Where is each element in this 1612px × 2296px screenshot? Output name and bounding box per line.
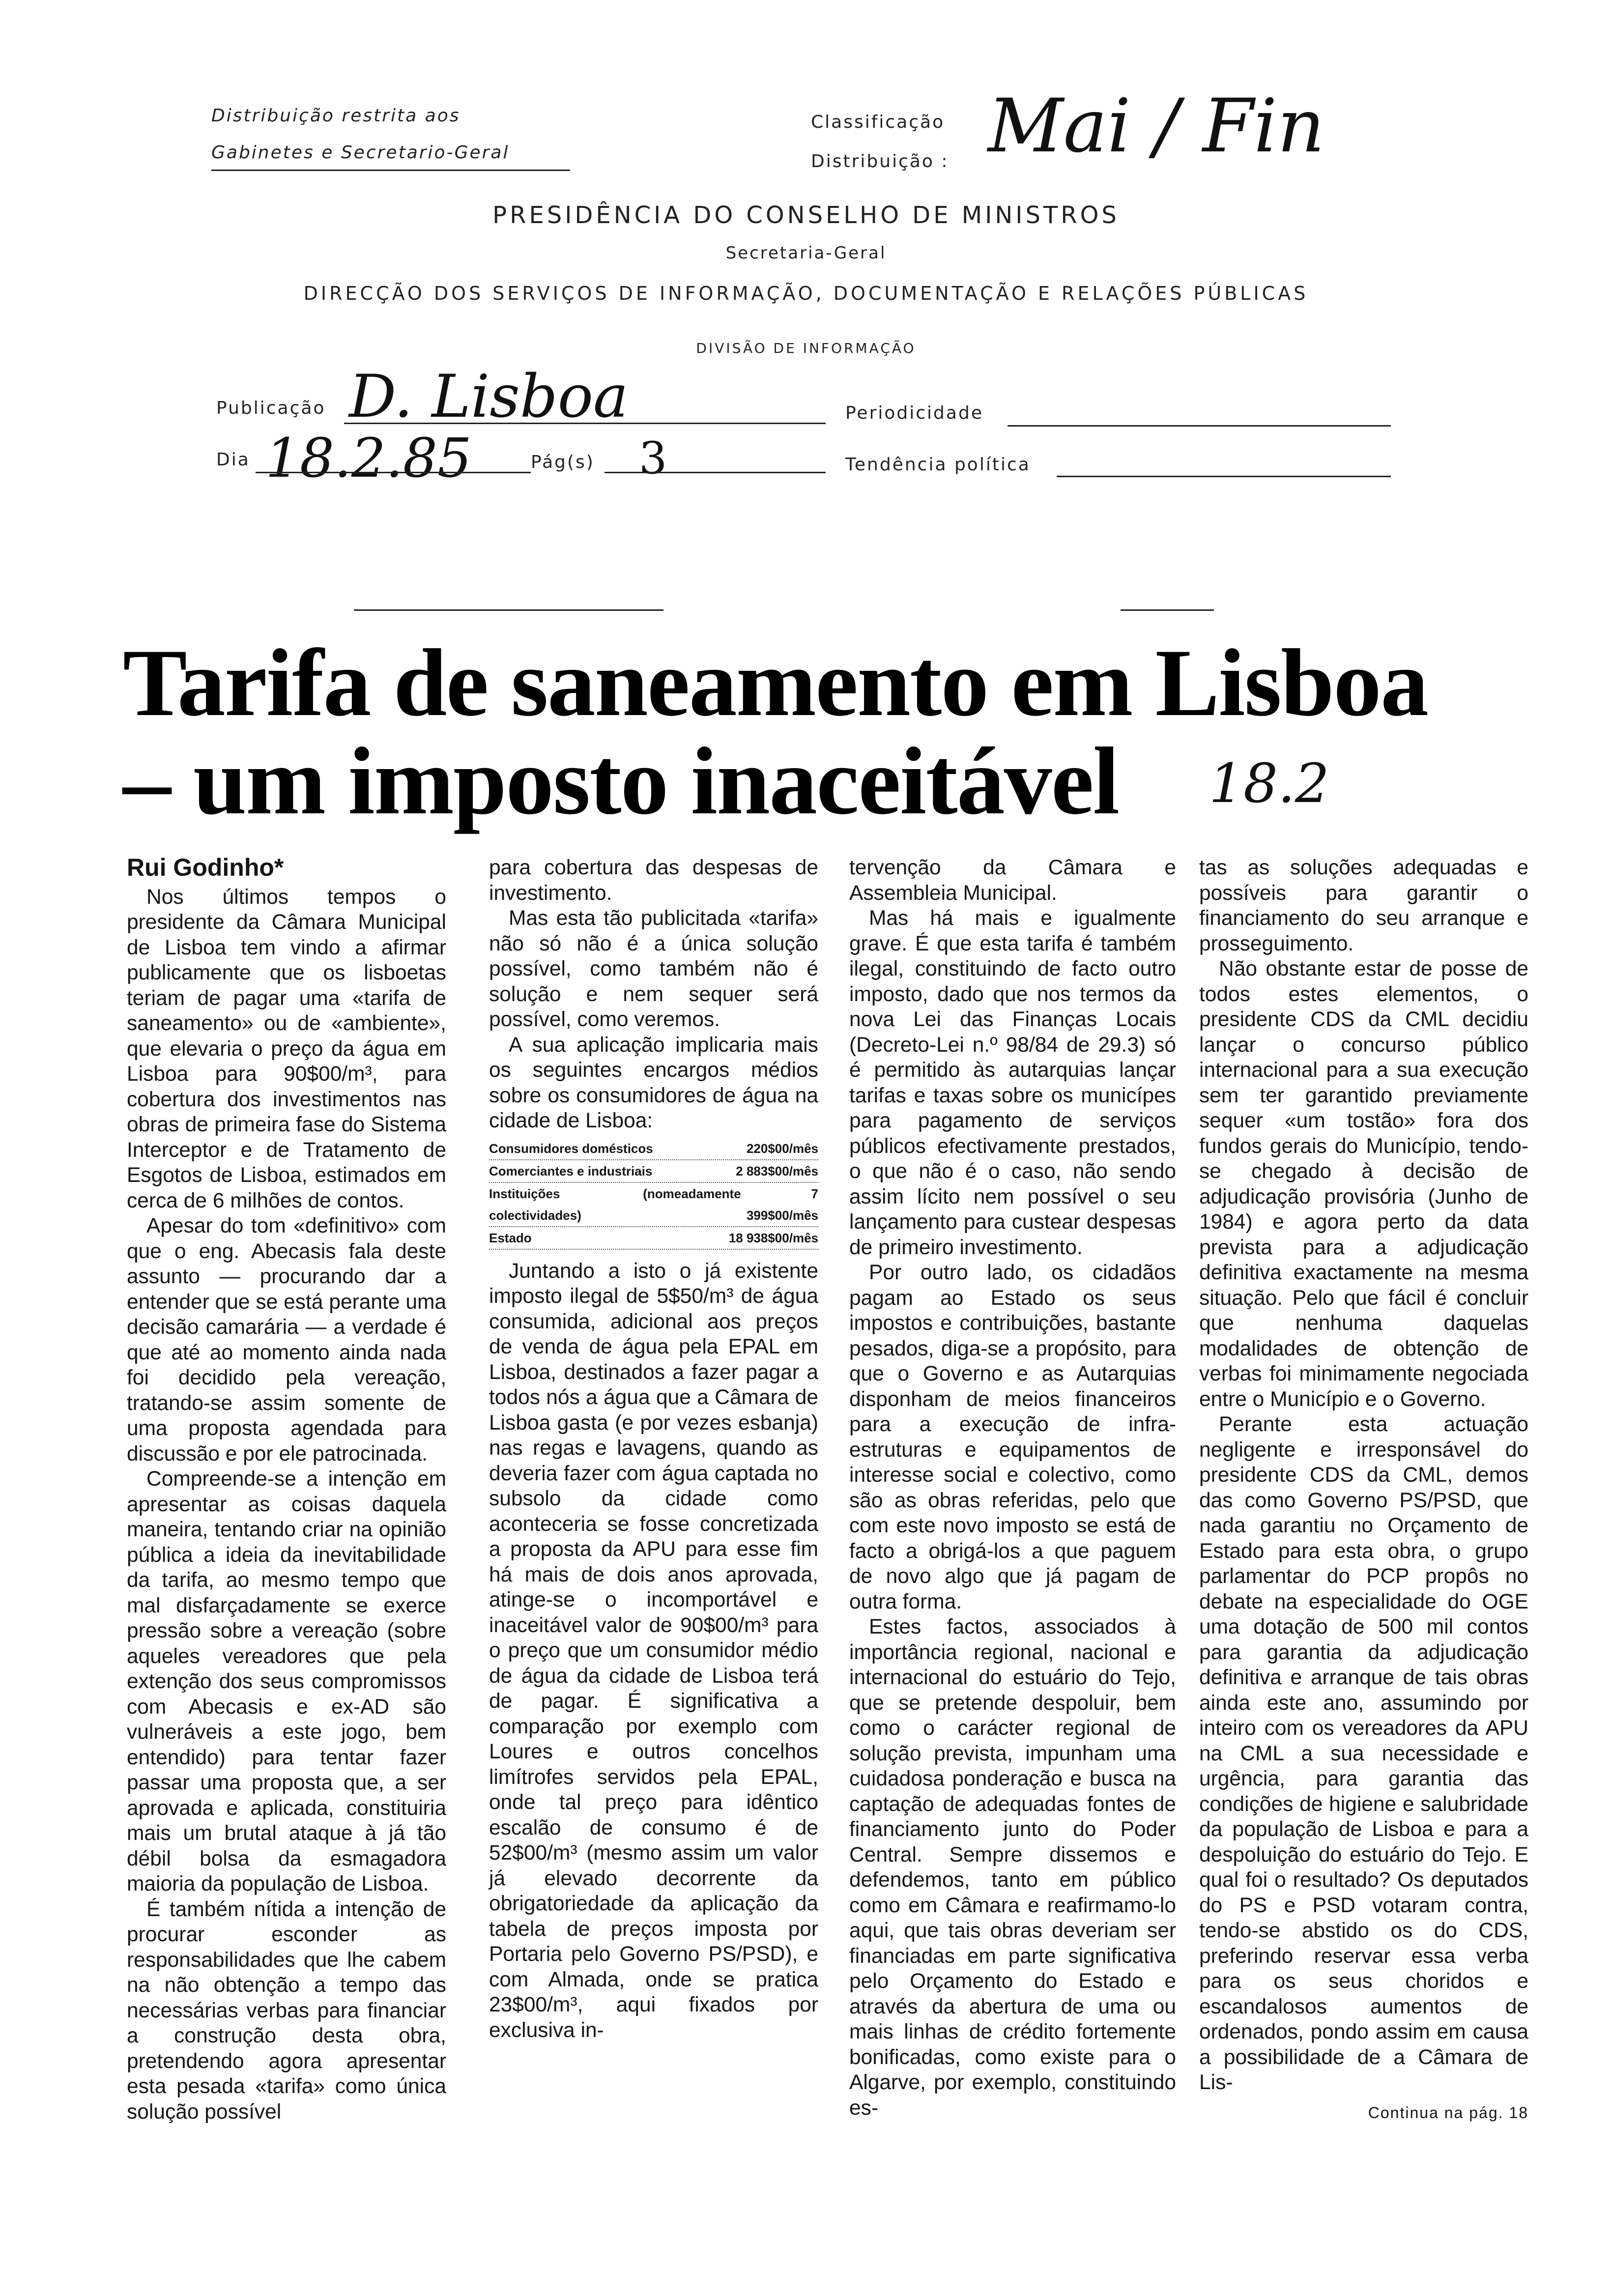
tariff-label: Consumidores domésticos bbox=[489, 1141, 653, 1156]
tariff-row bbox=[489, 1227, 818, 1250]
tariff-row bbox=[489, 1183, 818, 1227]
tariff-label: Comerciantes e industriais bbox=[489, 1163, 653, 1178]
day-value: 18.2.85 bbox=[265, 427, 472, 489]
article-column-4 bbox=[1199, 855, 1528, 2125]
headline-line-1: Tarifa de saneamento em Lisboa bbox=[123, 630, 1428, 736]
paragraph: Estes factos, associados à importância regional, nacional e internacional do estuário do Tejo, que se pretende despoluir, bem como o carácter regional de solução prevista, impunham uma cuidadosa ponderação e busca na captação de adequadas fontes de financiamento junto do Poder Central. Sempre dissemos e defendemos, tanto em público como em Câmara e reafirmamo-lo aqui, que tais obras deveriam ser financiadas em parte significativa pelo Orçamento do Estado e através da abertura de uma ou mais linhas de crédito fortemente bonificadas, como existe para o Algarve, por exemplo, constituindo es- bbox=[849, 1615, 1176, 2120]
paragraph: É também nítida a intenção de procurar esconder as responsabilidades que lhe cabem na não obtenção a tempo das necessárias verbas para financiar a construção desta obra, pretendendo agora apresentar esta pesada «tarifa» como única solução possível bbox=[127, 1897, 446, 2124]
secretariat-subtitle: Secretaria-Geral bbox=[725, 243, 887, 263]
tariff-value: 220$00/mês bbox=[746, 1141, 818, 1156]
paragraph: Perante esta actuação negligente e irresponsável do presidente CDS da CML, demos das como Governo PS/PSD, que nada garantiu no Orçamento de Estado para esta obra, o grupo parlamentar do PCP propôs no debate na especialidade do OGE uma dotação de 500 mil contos para garantia da adjudicação definitiva e arranque de tais obras ainda este ano, assumindo por inteiro com os vereadores da APU na CML a sua necessidade e urgência, para garantia das condições de higiene e salubridade da população de Lisboa e para a despoluição do estuário do Tejo. E qual foi o resultado? Os deputados do PS e PSD votaram contra, tendo-se abstido os do CDS, preferindo reservar essa verba para os seus choridos e escandalosos aumentos de ordenados, pondo assim em causa a possibilidade de a Câmara de Lis- bbox=[1199, 1413, 1528, 2094]
pages-value: 3 bbox=[639, 432, 667, 484]
distribution-note-line2: Gabinetes e Secretario-Geral bbox=[211, 143, 510, 163]
paragraph: A sua aplicação implicaria mais os seguintes encargos médios sobre os consumidores de água na cidade de Lisboa: bbox=[489, 1033, 818, 1132]
article-column-3 bbox=[849, 855, 1176, 2121]
handwritten-classification: Mai / Fin bbox=[988, 84, 1325, 169]
paragraph: para cobertura das despesas de investimento. bbox=[489, 856, 818, 905]
article-column-1 bbox=[127, 855, 446, 2124]
author-byline: Rui Godinho* bbox=[127, 854, 284, 881]
day-underline bbox=[256, 472, 531, 473]
tariff-value: 2 883$00/mês bbox=[736, 1163, 818, 1178]
top-rule-left bbox=[354, 609, 663, 611]
political-tendency-label: Tendência política bbox=[845, 455, 1031, 475]
distribution-label: Distribuição : bbox=[811, 151, 949, 172]
periodicity-underline bbox=[1008, 425, 1391, 427]
article-column-2 bbox=[489, 855, 818, 2043]
distribution-note-underline bbox=[211, 170, 570, 171]
paragraph: Apesar do tom «definitivo» com que o eng. Abecasis fala deste assunto — procurando dar a entender que se está perante uma decisão camarária — a verdade é que até ao momento ainda nada foi decidido pela vereação, tratando-se assim somente de uma proposta agendada para discussão e por ele patrocinada. bbox=[127, 1214, 446, 1465]
paragraph: Juntando a isto o já existente imposto ilegal de 5$50/m³ de água consumida, adicional aos preços de venda de água pela EPAL em Lisboa, destinados a fazer pagar a todos nós a água que a Câmara de Lisboa gasta (e por vezes esbanja) nas regas e lavagens, quando as deveria fazer com água captada no subsolo da cidade como aconteceria se fosse concretizada a proposta da APU para esse fim há mais de dois anos aprovada, atinge-se o incomportável e inaceitável valor de 90$00/m³ para o preço que um consumidor médio de água da cidade de Lisboa terá de pagar. É significativa a comparação por exemplo com Loures e outros concelhos limítrofes servidos pela EPAL, onde tal preço para idêntico escalão de consumo é de 52$00/m³ (mesmo assim um valor já elevado decorrente da obrigatoriedade da aplicação da tabela de preços imposta por Portaria pelo Governo PS/PSD), e com Almada, onde se pratica 23$00/m³, aqui fixados por exclusiva in- bbox=[489, 1259, 818, 2042]
pages-underline bbox=[604, 472, 826, 473]
tariff-value: 18 938$00/mês bbox=[728, 1230, 818, 1245]
paragraph: tas as soluções adequadas e possíveis para garantir o financiamento do seu arranque e prosseguimento. bbox=[1199, 856, 1528, 955]
paragraph: Mas há mais e igualmente grave. É que esta tarifa é também ilegal, constituindo de facto outro imposto, dado que nos termos da nova Lei das Finanças Locais (Decreto-Lei n.º 98/84 de 29.3) só é permitido às autarquias lançar tarifas e taxas sobre os municípes para pagamento de serviços públicos efectivamente prestados, o que não é o caso, não sendo assim lícito nem possível o seu lançamento para custear despesas de primeiro investimento. bbox=[849, 907, 1176, 1259]
paragraph: Nos últimos tempos o presidente da Câmara Municipal de Lisboa tem vindo a afirmar publicamente que os lisboetas teriam de pagar uma «tarifa de saneamento» ou de «ambiente», que elevaria o preço da água em Lisboa para 90$00/m³, para cobertura dos investimentos nas obras de primeira fase do Sistema Interceptor e de Tratamento de Esgotos de Lisboa, estimados em cerca de 6 milhões de contos. bbox=[127, 885, 446, 1212]
continuation-note: Continua na pág. 18 bbox=[1368, 2103, 1528, 2122]
headline-line-2: – um imposto inaceitável bbox=[123, 728, 1119, 834]
directorate-line: DIRECÇÃO DOS SERVIÇOS DE INFORMAÇÃO, DOCUMENTAÇÃO E RELAÇÕES PÚBLICAS bbox=[303, 283, 1309, 304]
top-rule-right bbox=[1121, 609, 1214, 611]
publication-value: D. Lisboa bbox=[349, 363, 629, 431]
handwritten-mark: 18.2 bbox=[1209, 752, 1329, 815]
paragraph: tervenção da Câmara e Assembleia Municipal. bbox=[849, 856, 1176, 905]
pages-label: Pág(s) bbox=[531, 452, 595, 472]
publication-underline bbox=[344, 423, 826, 424]
tariff-row bbox=[489, 1160, 818, 1183]
periodicity-label: Periodicidade bbox=[845, 403, 983, 423]
publication-label: Publicação bbox=[216, 398, 326, 418]
day-label: Dia bbox=[216, 450, 250, 470]
tariff-value: 7 399$00/mês bbox=[746, 1186, 818, 1223]
paragraph: Por outro lado, os cidadãos pagam ao Estado os seus impostos e contribuições, bastante pesados, diga-se a propósito, para que o Governo e as Autarquias disponham de meios financeiros para a execução de infra-estruturas e equipamentos de interesse social e colectivo, como são as obras referidas, pelo que com este novo imposto se está de facto a obrigá-los a que paguem de novo algo que já pagam de outra forma. bbox=[849, 1261, 1176, 1613]
paragraph: Não obstante estar de posse de todos estes elementos, o presidente CDS da CML decidiu lançar o concurso público internacional para a sua execução sem ter garantido previamente sequer «um tostão» fora dos fundos gerais do Município, tendo-se chegado à decisão de adjudicação provisória (Junho de 1984) e agora perto da data prevista para a adjudicação definitiva exactamente na mesma situação. Pelo que fácil é concluir que nenhuma daquelas modalidades de obtenção de verbas foi minimamente negociada entre o Município e o Governo. bbox=[1199, 957, 1528, 1411]
classification-label: Classificação bbox=[811, 112, 945, 132]
political-tendency-underline bbox=[1057, 476, 1391, 477]
division-line: DIVISÃO DE INFORMAÇÃO bbox=[696, 340, 916, 356]
tariff-label: Instituições (nomeadamente colectividades) bbox=[489, 1186, 741, 1223]
tariff-label: Estado bbox=[489, 1230, 532, 1245]
tariff-row bbox=[489, 1138, 818, 1160]
paragraph: Compreende-se a intenção em apresentar as coisas daquela maneira, tentando criar na opinião pública a ideia da inevitabilidade da tarifa, ao mesmo tempo que mal disfarçadamente se exerce pressão sobre a vereação (sobre aqueles vereadores que pela extenção dos seus compromissos com Abecasis e ex-AD são vulneráveis a este jogo, bem entendido) para tentar fazer passar uma proposta que, a ser aprovada e aplicada, constituiria mais um brutal ataque à já tão débil bolsa da esmagadora maioria da população de Lisboa. bbox=[127, 1467, 446, 1895]
distribution-note-line1: Distribuição restrita aos bbox=[211, 106, 461, 126]
tariff-table bbox=[489, 1138, 818, 1250]
paragraph: Mas esta tão publicitada «tarifa» não só não é a única solução possível, como também não é solução e nem sequer será possível, como veremos. bbox=[489, 907, 818, 1031]
presidency-title: PRESIDÊNCIA DO CONSELHO DE MINISTROS bbox=[492, 201, 1120, 229]
